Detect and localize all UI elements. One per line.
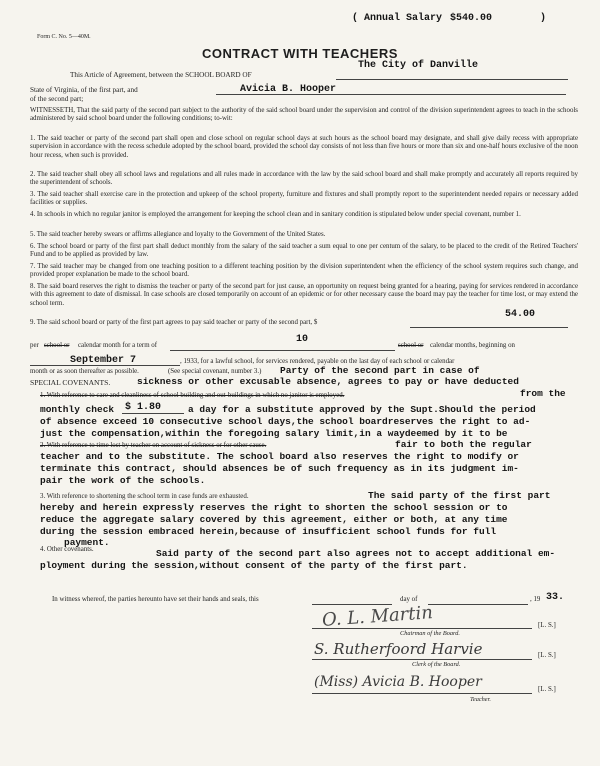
clause-4: 4. In schools in which no regular janitor is employed the arrangement for keeping the school clean and in sanitary condition is stipulated below under special covenant, number 1. xyxy=(30,211,521,218)
c3-line-e: payment. xyxy=(64,537,110,548)
state-text: State of Virginia, of the first part, and xyxy=(30,86,138,94)
c1-amount: $ 1.80 xyxy=(125,402,162,413)
c3-line-a: The said party of the first part xyxy=(368,490,551,501)
witness-day-of: day of xyxy=(400,596,418,603)
ls-3: [L. S.] xyxy=(538,686,556,693)
c3-line-c: reduce the aggregate salary covered by this agreement, either or both, at any time xyxy=(40,514,508,525)
chairman-signature: O. L. Martin xyxy=(321,602,434,631)
c4-line-a: Said party of the second part also agrees not to accept additional em- xyxy=(156,548,556,559)
covenant-4-label: 4. Other covenants. xyxy=(40,546,94,553)
teacher-caption: Teacher. xyxy=(470,696,491,703)
witness-text: In witness whereof, the parties hereunto have set their hands and seals, this xyxy=(52,596,259,603)
witnesseth-paragraph: WITNESSETH, That the said party of the second part subject to the authority of the said school board under the supervision and control of the division superintendent agrees to teach in the schools administered by said school board under the following conditions; to-wit: xyxy=(30,107,578,123)
term-months: 10 xyxy=(296,334,309,345)
c2-line-d: pair the work of the schools. xyxy=(40,475,206,486)
board-name-line xyxy=(336,79,568,80)
per-struck: school or xyxy=(44,342,70,349)
clause-1: 1. The said teacher or party of the second part shall open and close school on regular school days at such hours as the school board may designate, and shall give daily recess with appropriate supervision in accordance with the recess schedule adopted by the school board, provided the school day consists of not less than five hours or more than six and one-half hours exclusive of the noon hour recess, when such is provided. xyxy=(30,135,578,159)
typed-intro-3: from the xyxy=(520,388,566,399)
per-label: per xyxy=(30,342,39,349)
chairman-caption: Chairman of the Board. xyxy=(400,630,460,637)
ls-2: [L. S.] xyxy=(538,652,556,659)
ls-1: [L. S.] xyxy=(538,622,556,629)
c3-line-b: hereby and herein expressly reserves the right to shorten the school session or to xyxy=(40,502,508,513)
start-date-line xyxy=(30,365,180,366)
term-line xyxy=(170,350,395,351)
clerk-line xyxy=(312,659,532,660)
see-special: (See special covenant, number 3.) xyxy=(168,368,262,375)
covenant-2-struck: 2. With reference to time lost by teacher on account of sickness or for other cause. xyxy=(40,442,267,449)
annual-salary-label: ( Annual Salary xyxy=(352,13,443,24)
clause-5: 5. The said teacher hereby swears or affirms allegiance and loyalty to the Government of the United States. xyxy=(30,231,326,238)
chairman-line xyxy=(312,628,532,629)
agreement-lead: This Article of Agreement, between the SCHOOL BOARD OF xyxy=(70,71,252,79)
term-label: calendar month for a term of xyxy=(78,342,158,349)
c3-line-d: during the session embraced herein,because of insufficient school funds for full xyxy=(40,526,497,537)
c1-line-d: just the compensation,within the foregoing salary limit,in a waydeemed by it to be xyxy=(40,428,508,439)
clerk-caption: Clerk of the Board. xyxy=(412,661,461,668)
witness-year: 33. xyxy=(546,592,565,603)
c1-line-c: of absence exceed 10 consecutive school days,the school boardreserves the right to ad- xyxy=(40,416,531,427)
clerk-signature: S. Rutherfoord Harvie xyxy=(314,640,483,658)
special-covenants-label: SPECIAL COVENANTS. xyxy=(30,378,111,387)
month-line: month or as soon thereafter as possible. xyxy=(30,368,139,375)
typed-intro-1: Party of the second part in case of xyxy=(280,365,480,376)
c1-line-a: monthly check xyxy=(40,404,115,415)
c2-line-a: fair to both the regular xyxy=(395,439,532,450)
clause-8: 8. The said board reserves the right to dismiss the teacher or party of the second part for just cause, an opportunity on request being granted for a hearing, paying for services rendered in accordance with this agreement to date of dismissal. In case schools are closed temporarily on account of an epidemic or for other necessary cause the board may pay the teacher for time lost, or may extend the school term. xyxy=(30,283,578,307)
amount-line xyxy=(410,327,568,328)
c1-amount-line xyxy=(122,413,184,414)
months-beginning: calendar months, beginning on xyxy=(430,342,515,349)
clause-9: 9. The said school board or party of the first part agrees to pay said teacher or party of the second part, $ xyxy=(30,319,318,326)
second-part: of the second part; xyxy=(30,95,84,103)
clause-2: 2. The said teacher shall obey all school laws and regulations and all rules made in accordance with the law by the said school board and shall make promptly and accurately all reports required by the superintendent of schools. xyxy=(30,171,578,187)
witness-year-prefix: , 19 xyxy=(530,596,541,603)
covenant-1-struck: 1. With reference to care and cleanliness of school building and out-buildings in which no janitor is employed. xyxy=(40,392,345,399)
c1-line-b: a day for a substitute approved by the Supt.Should the period xyxy=(188,404,536,415)
board-name: The City of Danville xyxy=(358,60,479,71)
start-date: September 7 xyxy=(70,355,137,366)
typed-intro-2: sickness or other excusable absence, agrees to pay or have deducted xyxy=(137,376,519,387)
c4-line-b: ployment during the session,without consent of the party of the first part. xyxy=(40,560,468,571)
page-title: CONTRACT WITH TEACHERS xyxy=(202,46,398,61)
witness-month-line xyxy=(428,604,528,605)
covenant-3-label: 3. With reference to shortening the school term in case funds are exhausted. xyxy=(40,493,249,500)
annual-salary-value: $540.00 xyxy=(450,13,493,24)
school-or-struck: school or xyxy=(398,342,424,349)
clause-3: 3. The said teacher shall exercise care in the protection and upkeep of the school property, furniture and fixtures and shall promptly report to the superintendent needed repairs or necessary added facilities or supplies. xyxy=(30,191,578,207)
form-number: Form C. No. 5—40M. xyxy=(37,34,91,40)
c2-line-c: terminate this contract, should absences be of such frequency as in its judgment im- xyxy=(40,463,519,474)
teacher-name: Avicia B. Hooper xyxy=(240,84,337,95)
clause-6: 6. The school board or party of the first part shall deduct monthly from the salary of the said teacher a sum equal to one per centum of the salary, to be placed to the credit of the Retired Teachers' Fund and to be applied as provided by law. xyxy=(30,243,578,259)
annual-salary-close: ) xyxy=(540,13,547,24)
teacher-signature: (Miss) Avicia B. Hooper xyxy=(314,674,482,690)
c2-line-b: teacher and to the substitute. The school board also reserves the right to modify or xyxy=(40,451,519,462)
pay-amount: 54.00 xyxy=(505,309,536,320)
clause-7: 7. The said teacher may be changed from one teaching position to a different teaching position by the division superintendent when the efficiency of the school system requires such change, and provided proper explanation be made to the school board. xyxy=(30,263,578,279)
teacher-line xyxy=(312,693,532,694)
year-text: , 1933, for a lawful school, for services rendered, payable on the last day of each school or calendar xyxy=(180,358,455,365)
teacher-name-line xyxy=(216,94,566,95)
